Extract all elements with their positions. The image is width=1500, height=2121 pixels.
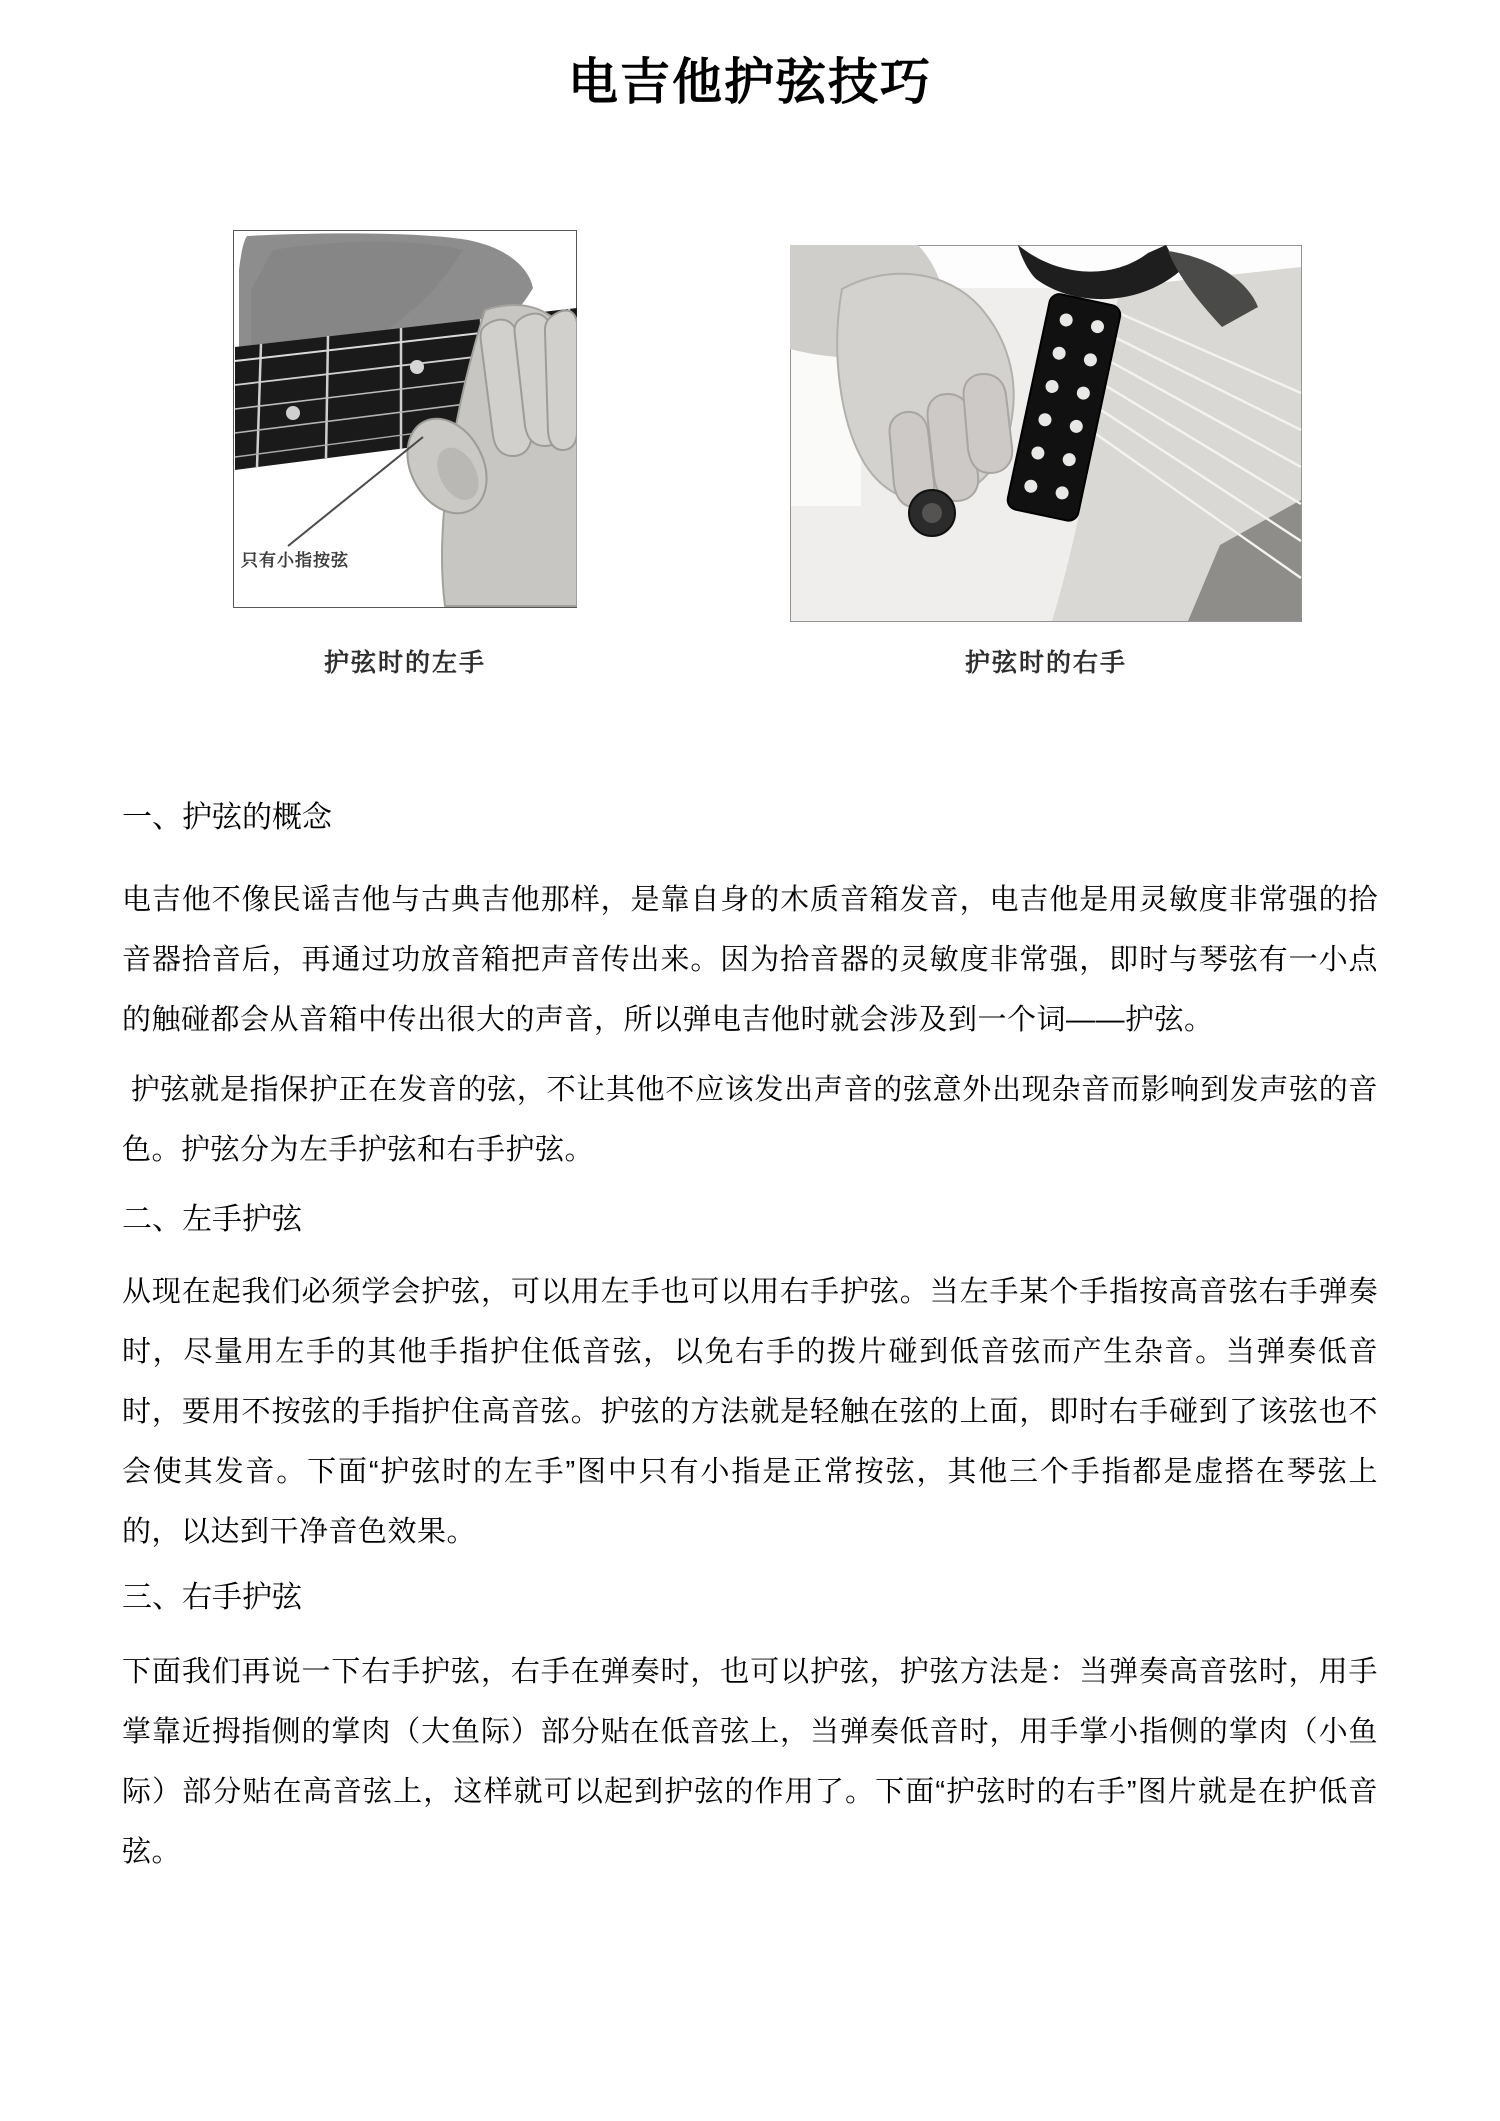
page-title: 电吉他护弦技巧 <box>568 54 932 110</box>
knob <box>909 490 955 536</box>
figure-right-caption: 护弦时的右手 <box>964 649 1127 677</box>
section-heading-concept: 一、护弦的概念 <box>122 801 332 834</box>
article-body <box>122 790 1378 1882</box>
paragraph-left-hand: 从现在起我们必须学会护弦，可以用左手也可以用右手护弦。当左手某个手指按高音弦右手弹奏时，尽量用左手的其他手指护住低音弦，以免右手的拨片碰到低音弦而产生杂音。当弹奏低音时，要用不按弦的手指护住高音弦。护弦的方法就是轻触在弦的上面，即时右手碰到了该弦也不会使其发音。下面“护弦时的左手”图中只有小指是正常按弦，其他三个手指都是虚搭在琴弦上的，以达到干净音色效果。 <box>122 1276 1378 1548</box>
figure-right-hand <box>790 245 1302 679</box>
paragraph-right-hand: 下面我们再说一下右手护弦，右手在弹奏时，也可以护弦，护弦方法是：当弹奏高音弦时，用手掌靠近拇指侧的掌肉（大鱼际）部分贴在低音弦上，当弹奏低音时，用手掌小指侧的掌肉（小鱼际）部分贴在高音弦上，这样就可以起到护弦的作用了。下面“护弦时的右手”图片就是在护低音弦。 <box>122 1656 1378 1868</box>
section-heading-left-hand: 二、左手护弦 <box>122 1203 302 1236</box>
figure-left-hand <box>233 230 577 679</box>
left-hand-fingers <box>480 310 577 456</box>
paragraph-concept-1: 电吉他不像民谣吉他与古典吉他那样，是靠自身的木质音箱发音，电吉他是用灵敏度非常强的拾音器拾音后，再通过功放音箱把声音传出来。因为拾音器的灵敏度非常强，即时与琴弦有一小点的触碰都会从音箱中传出很大的声音，所以弹电吉他时就会涉及到一个词——护弦。 <box>122 884 1378 1036</box>
section-heading-right-hand: 三、右手护弦 <box>122 1581 302 1614</box>
right-hand-photo-icon <box>790 245 1302 622</box>
inlay-dot <box>410 360 424 374</box>
inlay-dot <box>286 406 300 420</box>
left-hand-photo-icon <box>233 230 577 608</box>
figure-left-caption: 护弦时的左手 <box>323 649 486 677</box>
paragraph-concept-2: 护弦就是指保护正在发音的弦，不让其他不应该发出声音的弦意外出现杂音而影响到发声弦的音色。护弦分为左手护弦和右手护弦。 <box>122 1074 1378 1166</box>
annotation-label: 只有小指按弦 <box>241 551 349 570</box>
